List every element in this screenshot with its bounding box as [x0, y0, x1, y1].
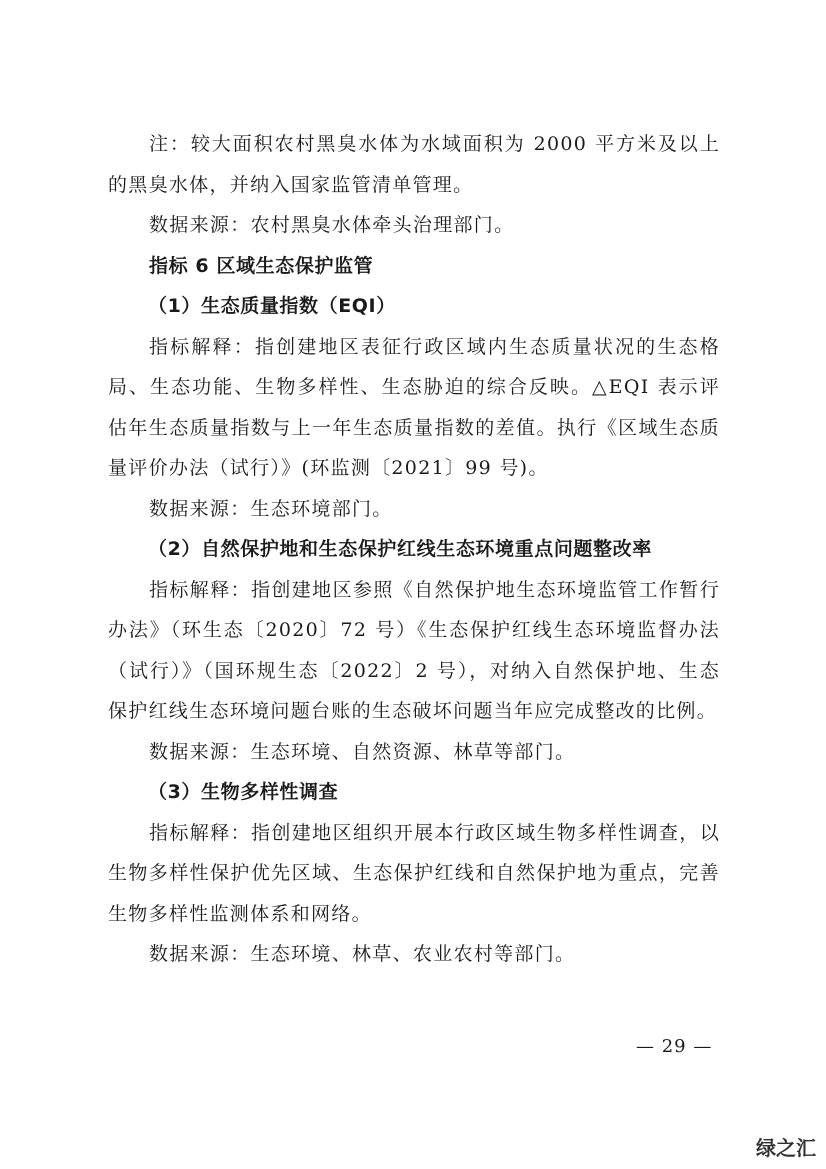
page-number: — 29 —: [636, 1036, 713, 1057]
subheading-1: （1）生态质量指数（EQI）: [148, 295, 396, 317]
explanation-3: 指标解释：指创建地区组织开展本行政区域生物多样性调查，以生物多样性保护优先区域、生态保护红线和自然保护地为重点，完善生物多样性监测体系和网络。: [108, 821, 720, 925]
note-paragraph: 注：较大面积农村黑臭水体为水域面积为 2000 平方米及以上的黑臭水体，并纳入国家监管清单管理。: [108, 133, 720, 196]
explanation-2: 指标解释：指创建地区参照《自然保护地生态环境监管工作暂行办法》（环生态〔2020〕72 号）《生态保护红线生态环境监督办法（试行）》（国环规生态〔2022〕2 号），对纳入自然保护地、生态保护红线生态环境问题台账的生态破坏问题当年应完成整改的比例。: [108, 578, 720, 722]
subheading-2: （2）自然保护地和生态保护红线生态环境重点问题整改率: [148, 538, 652, 560]
watermark-logo: 绿之汇: [756, 1136, 816, 1160]
data-source-3: 数据来源：生态环境、自然资源、林草等部门。: [149, 740, 576, 763]
subheading-3: （3）生物多样性调查: [148, 781, 339, 803]
indicator-heading: 指标 6 区域生态保护监管: [149, 254, 374, 277]
data-source-2: 数据来源：生态环境部门。: [149, 497, 393, 520]
data-source-4: 数据来源：生态环境、林草、农业农村等部门。: [149, 943, 576, 965]
explanation-1: 指标解释：指创建地区表征行政区域内生态质量状况的生态格局、生态功能、生物多样性、生态胁迫的综合反映。△EQI 表示评估年生态质量指数与上一年生态质量指数的差值。执行《区域生态质量评价办法（试行）》(环监测〔2021〕99 号)。: [108, 335, 720, 479]
data-source-1: 数据来源：农村黑臭水体牵头治理部门。: [149, 214, 515, 236]
document-body: [108, 124, 720, 975]
